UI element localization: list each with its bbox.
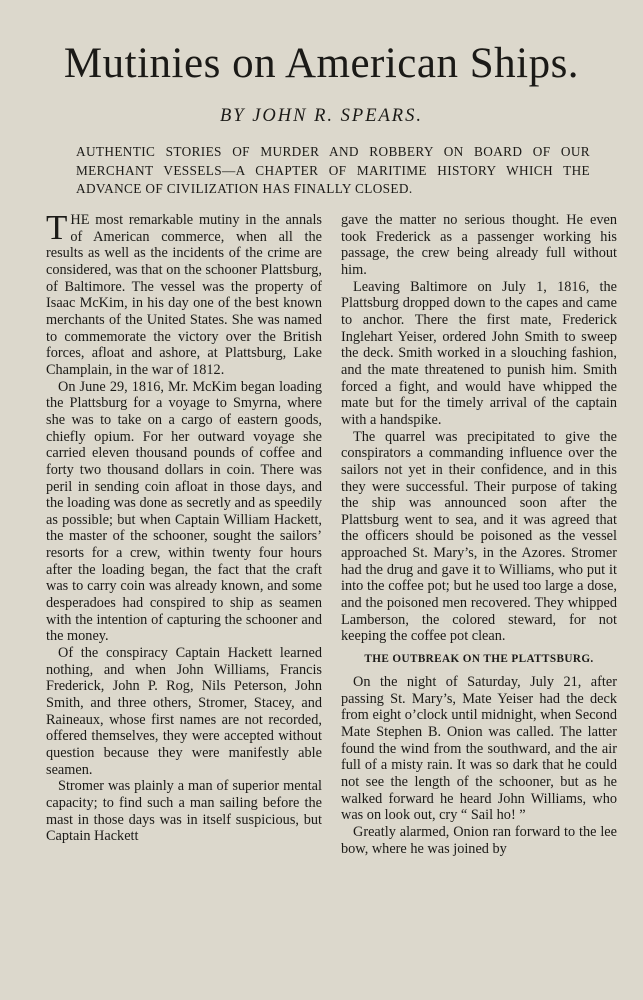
article-title: Mutinies on American Ships. xyxy=(63,40,580,87)
paragraph-8: Greatly alarmed, Onion ran forward to the lee bow, where he was joined by xyxy=(341,823,617,857)
left-column xyxy=(46,208,322,845)
paragraph-1-text: HE most remarkable mutiny in the annals of American commerce, when all the results as well as the incidents of the crime are considered, was that on the schooner Plattsburg, of Baltimore. The vessel was the property of Isaac McKim, in his day one of the best known merchants of the United States. She was named to commemorate the victory over the British forces, afloat and ashore, at Plattsburg, Lake Champlain, in the war of 1812. xyxy=(46,212,322,378)
right-column xyxy=(341,212,617,857)
paragraph-3: Of the conspiracy Captain Hackett learned nothing, and when John Williams, Francis Frederick, John P. Rog, Nils Peterson, John Smith, and three others, Stromer, Stacey, and Raineaux, whose first names are not recorded, offered themselves, they were accepted without question because they were manifestly able seamen. xyxy=(46,645,322,778)
paragraph-6: The quarrel was precipitated to give the conspirators a commanding influence over the sailors not yet in their confidence, and in this they were successful. Their purpose of taking the ship was announced soon after the Plattsburg went to sea, and it was agreed that the officers should be poisoned as the vessel approached St. Mary’s, in the Azores. Stromer had the drug and gave it to Williams, who put it into the coffee pot; but he used too large a dose, and the poisoned men recovered. They whipped Lamberson, the colored steward, for not keeping the coffee pot clean. xyxy=(341,428,617,645)
paragraph-7: On the night of Saturday, July 21, after passing St. Mary’s, Mate Yeiser had the deck from eight o’clock until midnight, when Second Mate Stephen B. Onion was called. The latter found the wind from the southward, and the air full of a misty rain. It was so dark that he could not see the length of the schooner, but as he walked forward he heard John Williams, who was on look out, cry “ Sail ho! ” xyxy=(341,674,617,824)
article-subtitle: AUTHENTIC STORIES OF MURDER AND ROBBERY ON BOARD OF OUR MERCHANT VESSELS—A CHAPTER OF MARITIME HISTORY WHICH THE ADVANCE OF CIVILIZATION HAS FINALLY CLOSED. xyxy=(76,144,590,196)
section-heading: THE OUTBREAK ON THE PLATTSBURG. xyxy=(364,653,594,666)
paragraph-4-continued: gave the matter no serious thought. He even took Frederick as a passenger working his passage, the crew being already full without him. xyxy=(341,212,617,278)
paragraph-2: On June 29, 1816, Mr. McKim began loading the Plattsburg for a voyage to Smyrna, where she was to take on a cargo of eastern goods, chiefly opium. For her outward voyage she carried eleven thousand pounds of coffee and forty two thousand dollars in coin. There was peril in sending coin afloat in those days, and the loading was done as secretly and as speedily as possible; but when Captain William Hackett, the master of the schooner, sought the sailors’ resorts for a crew, within twenty four hours after the loading began, the fact that the craft was to carry coin was already known, and some desperadoes had conspired to ship as seamen with the intention of capturing the schooner and the money. xyxy=(46,378,322,645)
paragraph-5: Leaving Baltimore on July 1, 1816, the Plattsburg dropped down to the capes and came to anchor. There the first mate, Frederick Inglehart Yeiser, ordered John Smith to sweep the deck. Smith worked in a slouching fashion, and the mate threatened to punish him. Smith forced a fight, and would have whipped the mate but for the timely arrival of the captain with a handspike. xyxy=(341,278,617,428)
article-byline: BY JOHN R. SPEARS. xyxy=(220,106,423,126)
paragraph-4: Stromer was plainly a man of superior mental capacity; to find such a man sailing before the mast in those days was in itself suspicious, but Captain Hackett xyxy=(46,778,322,845)
paragraph-1 xyxy=(46,208,322,379)
drop-cap: T xyxy=(46,208,68,247)
